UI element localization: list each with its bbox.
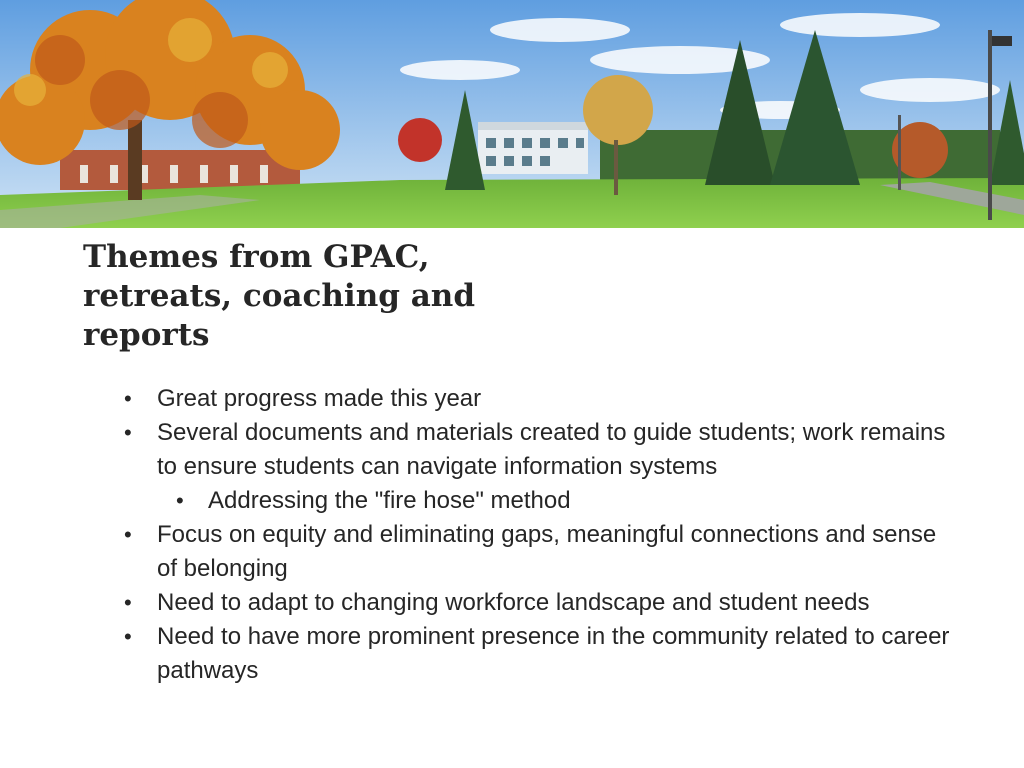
bullet-icon: •	[124, 386, 132, 411]
list-item-text: Focus on equity and eliminating gaps, meaningful connections and sense of belonging	[157, 521, 937, 582]
list-item-text: Great progress made this year	[157, 385, 482, 412]
list-item-text: Need to adapt to changing workforce landscape and student needs	[157, 589, 870, 616]
bullet-icon: •	[124, 590, 132, 615]
list-item	[0, 518, 957, 586]
list-item	[0, 586, 957, 620]
bullet-icon: •	[124, 420, 132, 445]
bullet-list	[0, 382, 1024, 688]
bullet-icon: •	[124, 522, 132, 547]
list-item	[0, 382, 957, 416]
list-item	[0, 620, 957, 688]
list-item-sub	[0, 484, 958, 518]
bullet-icon: •	[176, 488, 184, 513]
bullet-icon: •	[124, 624, 132, 649]
list-item	[0, 416, 957, 484]
list-item-text: Addressing the "fire hose" method	[208, 487, 571, 514]
campus-banner-image	[0, 0, 1024, 228]
list-item-text: Need to have more prominent presence in the community related to career pathways	[157, 623, 950, 684]
slide-title: Themes from GPAC, retreats, coaching and reports	[83, 239, 476, 353]
list-item-text: Several documents and materials created to guide students; work remains to ensure students can navigate information systems	[157, 419, 946, 480]
